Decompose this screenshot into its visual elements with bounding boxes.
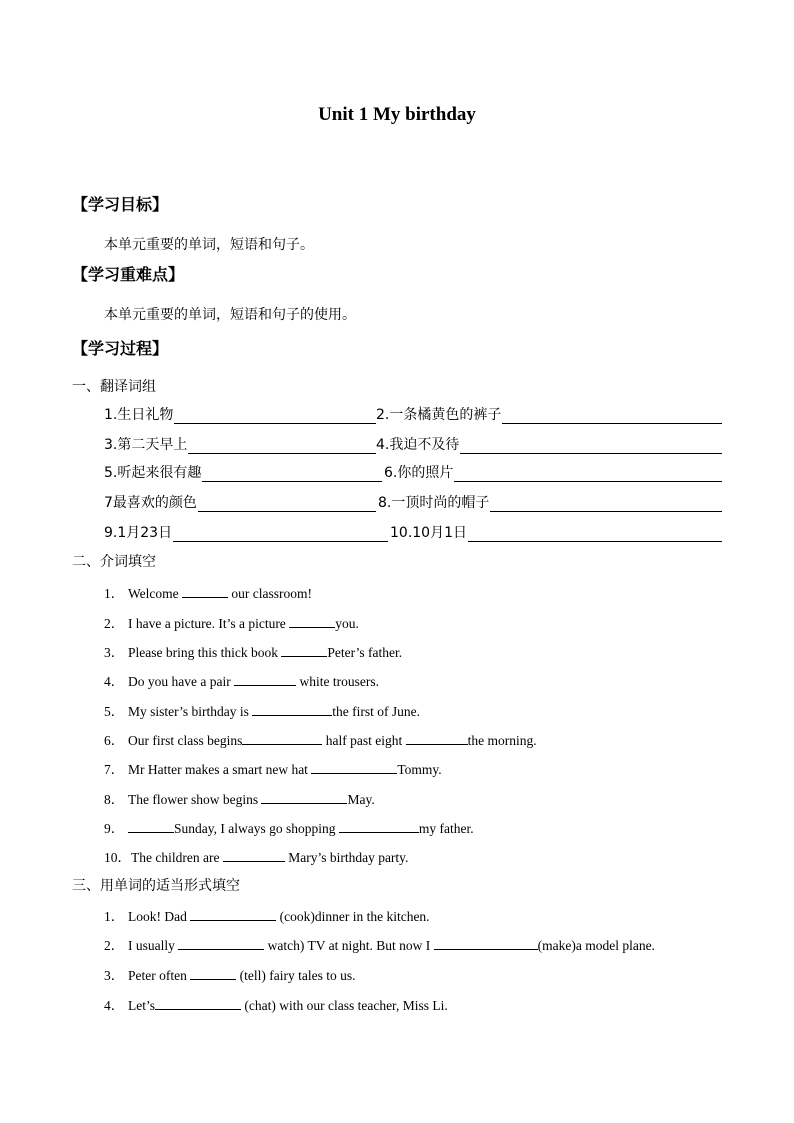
answer-blank[interactable] — [223, 848, 285, 862]
question-number: 6． — [104, 733, 125, 748]
section3-title: 三、用单词的适当形式填空 — [72, 878, 240, 894]
answer-blank[interactable] — [242, 731, 322, 745]
page-title: Unit 1 My birthday — [318, 104, 476, 125]
question-number: 8． — [104, 792, 125, 807]
question-text: Welcome — [128, 586, 183, 601]
question-text: May. — [347, 792, 375, 807]
question-text: watch) TV at night. But now I — [264, 938, 434, 953]
question-text: The children are — [131, 850, 223, 865]
translate-item — [376, 402, 722, 424]
translate-item — [104, 490, 376, 512]
item-label: 8.一顶时尚的帽子 — [378, 495, 490, 511]
question-text: My sister’s birthday is — [128, 704, 253, 719]
translate-row — [104, 402, 722, 424]
answer-blank[interactable] — [190, 907, 276, 921]
question — [104, 934, 655, 954]
goals-text: 本单元重要的单词，短语和句子。 — [104, 237, 314, 253]
section2-title: 二、介词填空 — [72, 554, 156, 570]
question — [104, 729, 537, 749]
question-text: Look! Dad — [128, 909, 191, 924]
question-text: (make)a model plane. — [537, 938, 655, 953]
answer-blank[interactable] — [406, 731, 468, 745]
question-text: white trousers. — [296, 674, 379, 689]
translate-row — [104, 432, 722, 454]
question-number: 10． — [104, 850, 131, 865]
item-label: 2.一条橘黄色的裤子 — [376, 407, 502, 423]
item-label: 4.我迫不及待 — [376, 437, 460, 453]
question-number: 7． — [104, 762, 125, 777]
question-text: Peter often — [128, 968, 191, 983]
question-text: (cook)dinner in the kitchen. — [276, 909, 430, 924]
question-text: you. — [335, 616, 359, 631]
question-text: (chat) with our class teacher, Miss Li. — [241, 998, 448, 1013]
translate-item — [104, 402, 376, 424]
question-text: The flower show begins — [128, 792, 262, 807]
question — [104, 612, 359, 632]
answer-blank[interactable] — [234, 672, 296, 686]
answer-line[interactable] — [188, 436, 376, 454]
goals-heading: 【学习目标】 — [72, 195, 169, 214]
question-text: the first of June. — [332, 704, 420, 719]
answer-line[interactable] — [174, 406, 376, 424]
question-number: 5． — [104, 704, 125, 719]
answer-blank[interactable] — [339, 819, 419, 833]
section1-title: 一、翻译词组 — [72, 379, 156, 395]
question-number: 9． — [104, 821, 125, 836]
question-text: Tommy. — [397, 762, 442, 777]
question-text: (tell) fairy tales to us. — [236, 968, 356, 983]
answer-line[interactable] — [454, 464, 722, 482]
question — [104, 788, 375, 808]
item-label: 7最喜欢的颜色 — [104, 495, 197, 511]
translate-item — [104, 460, 382, 482]
answer-blank[interactable] — [281, 643, 327, 657]
answer-blank[interactable] — [252, 702, 332, 716]
question-number: 4． — [104, 674, 125, 689]
translate-row — [104, 460, 722, 482]
question-number: 3． — [104, 645, 125, 660]
answer-line[interactable] — [202, 464, 382, 482]
answer-line[interactable] — [490, 494, 722, 512]
question-text: Please bring this thick book — [128, 645, 282, 660]
question-number: 2． — [104, 938, 125, 953]
question-text: our classroom! — [228, 586, 312, 601]
question-text: Mary’s birthday party. — [284, 850, 409, 865]
item-label: 6.你的照片 — [384, 465, 454, 481]
answer-blank[interactable] — [190, 966, 236, 980]
question-text: I have a picture. It’s a picture — [128, 616, 290, 631]
translate-item — [378, 490, 722, 512]
question — [104, 846, 408, 866]
keypoints-heading: 【学习重难点】 — [72, 265, 185, 284]
question-text: Our first class begins — [128, 733, 243, 748]
translate-item — [384, 460, 722, 482]
keypoints-text: 本单元重要的单词，短语和句子的使用。 — [104, 307, 356, 323]
answer-blank[interactable] — [155, 996, 241, 1010]
question-text: the morning. — [467, 733, 537, 748]
question-number: 4． — [104, 998, 125, 1013]
answer-blank[interactable] — [311, 760, 397, 774]
question-number: 2． — [104, 616, 125, 631]
item-label: 10.10月1日 — [390, 525, 467, 541]
question-text: my father. — [418, 821, 474, 836]
translate-item — [376, 432, 722, 454]
item-label: 9.1月23日 — [104, 525, 173, 541]
translate-item — [104, 432, 376, 454]
question-number: 3． — [104, 968, 125, 983]
question — [104, 817, 474, 837]
answer-line[interactable] — [173, 524, 388, 542]
question-text: Peter’s father. — [327, 645, 403, 660]
question-number: 1． — [104, 909, 125, 924]
question — [104, 905, 430, 925]
translate-item — [104, 520, 388, 542]
question — [104, 964, 355, 984]
answer-blank[interactable] — [434, 936, 538, 950]
process-heading: 【学习过程】 — [72, 339, 169, 358]
answer-line[interactable] — [460, 436, 722, 454]
translate-row — [104, 490, 722, 512]
item-label: 5.听起来很有趣 — [104, 465, 202, 481]
question-number: 1． — [104, 586, 125, 601]
question — [104, 582, 312, 602]
answer-blank[interactable] — [178, 936, 264, 950]
question-text: I usually — [128, 938, 179, 953]
question — [104, 700, 420, 720]
question-text: Let’s — [128, 998, 155, 1013]
question — [104, 670, 379, 690]
answer-blank[interactable] — [182, 584, 228, 598]
item-label: 3.第二天早上 — [104, 437, 188, 453]
question-text: Do you have a pair — [128, 674, 235, 689]
question — [104, 758, 442, 778]
question-text: Mr Hatter makes a smart new hat — [128, 762, 312, 777]
answer-line[interactable] — [502, 406, 722, 424]
translate-row — [104, 520, 722, 542]
question — [104, 641, 402, 661]
answer-blank[interactable] — [261, 790, 347, 804]
question — [104, 994, 448, 1014]
answer-blank[interactable] — [128, 819, 174, 833]
answer-blank[interactable] — [289, 614, 335, 628]
answer-line[interactable] — [468, 524, 722, 542]
question-text: Sunday, I always go shopping — [174, 821, 339, 836]
item-label: 1.生日礼物 — [104, 407, 174, 423]
answer-line[interactable] — [198, 494, 376, 512]
translate-item — [390, 520, 722, 542]
question-text: half past eight — [322, 733, 406, 748]
